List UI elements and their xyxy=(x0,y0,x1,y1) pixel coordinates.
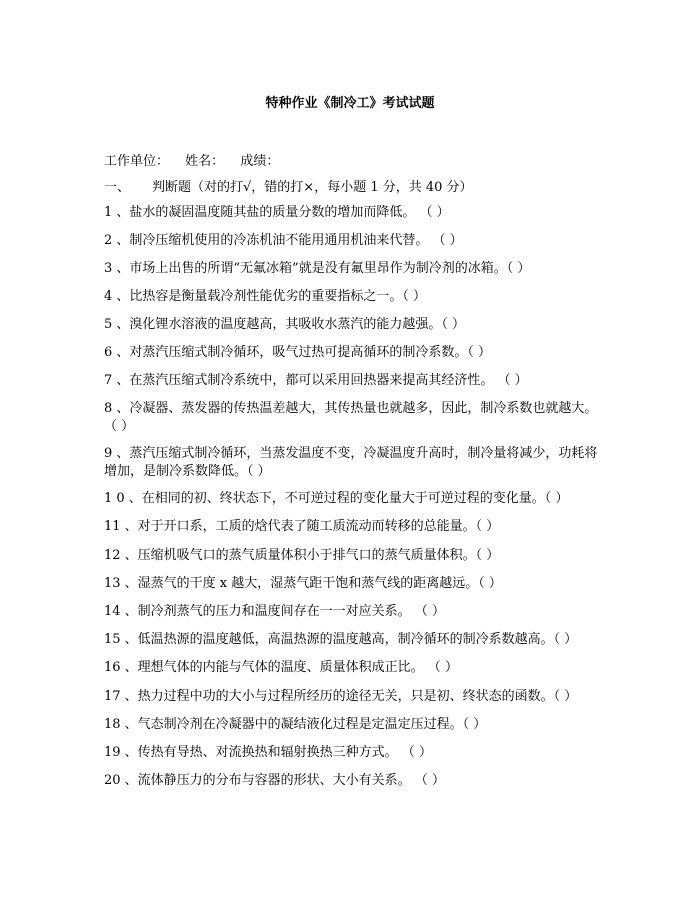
question-20: 20 、流体静压力的分布与容器的形状、大小有关系。 （ ） xyxy=(104,773,445,788)
exam-header xyxy=(104,150,291,169)
question-3: 3 、市场上出售的所谓“无氟冰箱”就是没有氟里昂作为制冷剂的冰箱。（ ） xyxy=(104,261,531,276)
question-17: 17 、热力过程中功的大小与过程所经历的途径无关，只是初、终状态的函数。（ ） xyxy=(104,689,578,704)
section-title: 判断题（对的打√，错的打×，每小题 1 分，共 40 分） xyxy=(152,180,473,195)
name-label: 姓名： xyxy=(185,154,225,169)
question-12: 12 、压缩机吸气口的蒸气质量体积小于排气口的蒸气质量体积。（ ） xyxy=(104,548,500,563)
section-number: 一、 xyxy=(104,180,131,195)
question-18: 18 、气态制冷剂在冷凝器中的凝结液化过程是定温定压过程。（ ） xyxy=(104,717,487,732)
question-13: 13 、湿蒸气的干度 x 越大，湿蒸气距干饱和蒸气线的距离越远。（ ） xyxy=(104,576,502,591)
question-11: 11 、对于开口系，工质的焓代表了随工质流动而转移的总能量。（ ） xyxy=(104,519,500,534)
question-9: 9 、蒸汽压缩式制冷循环，当蒸发温度不变，冷凝温度升高时，制冷量将减少，功耗将增加，是制冷系数降低。（ ） xyxy=(104,446,598,479)
question-19: 19 、传热有导热、对流换热和辐射换热三种方式。 （ ） xyxy=(104,745,432,760)
unit-label: 工作单位： xyxy=(104,154,170,169)
question-16: 16 、理想气体的内能与气体的温度、质量体积成正比。 （ ） xyxy=(104,660,458,675)
question-14: 14 、制冷剂蒸气的压力和温度间存在一一对应关系。 （ ） xyxy=(104,604,445,619)
question-2: 2 、制冷压缩机使用的冷冻机油不能用通用机油来代替。 （ ） xyxy=(104,233,463,248)
question-5: 5 、溴化锂水溶液的温度越高，其吸收水蒸汽的能力越强。（ ） xyxy=(104,317,466,332)
question-4: 4 、比热容是衡量载冷剂性能优劣的重要指标之一。（ ） xyxy=(104,289,427,304)
question-7: 7 、在蒸汽压缩式制冷系统中，都可以采用回热器来提高其经济性。 （ ） xyxy=(104,373,528,388)
score-label: 成绩： xyxy=(240,154,280,169)
section-heading xyxy=(104,176,473,195)
question-8: 8 、冷凝器、蒸发器的传热温差越大，其传热量也就越多，因此，制冷系数也就越大。 （ ） xyxy=(104,401,598,434)
question-15: 15 、低温热源的温度越低，高温热源的温度越高，制冷循环的制冷系数越高。（ ） xyxy=(104,632,578,647)
question-10: 1 0 、在相同的初、终状态下，不可逆过程的变化量大于可逆过程的变化量。（ ） xyxy=(104,491,569,506)
page-title: 特种作业《制冷工》考试试题 xyxy=(265,96,435,111)
question-6: 6 、对蒸汽压缩式制冷循环，吸气过热可提高循环的制冷系数。（ ） xyxy=(104,345,492,360)
question-1: 1 、盐水的凝固温度随其盐的质量分数的增加而降低。 （ ） xyxy=(104,205,450,220)
